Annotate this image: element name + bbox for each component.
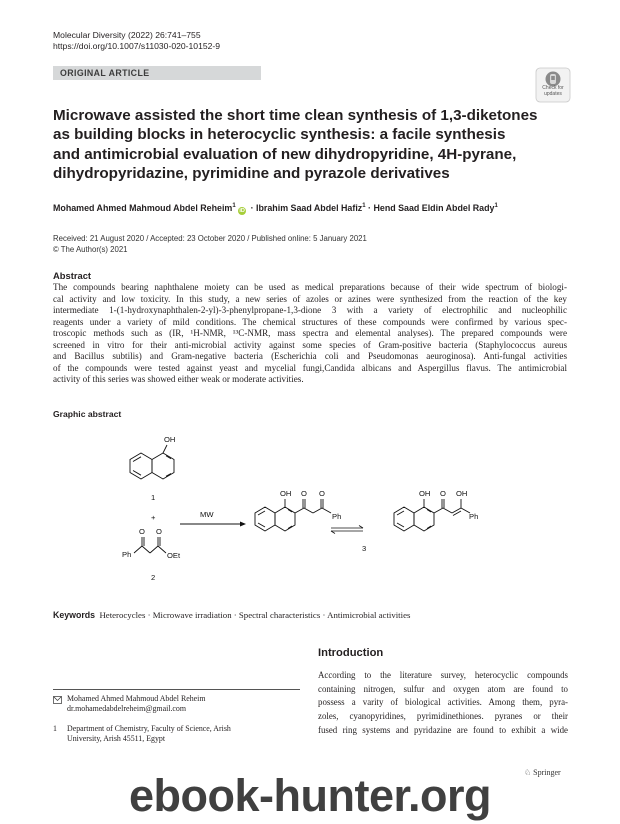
abstract-body bbox=[53, 282, 567, 386]
affiliation-line: University, Arish 45511, Egypt bbox=[67, 734, 166, 744]
abstract-line: reagents under a variety of mild conditions. The chemical structures of these compounds were confirmed by various spec- bbox=[53, 316, 567, 327]
corresponding-author-email[interactable]: dr.mohamedabdelreheim@gmail.com bbox=[67, 704, 187, 714]
reaction-arrowhead bbox=[240, 522, 246, 527]
watermark: ebook-hunter.org bbox=[129, 770, 491, 821]
publisher-name: Springer bbox=[533, 768, 561, 777]
envelope-icon bbox=[53, 696, 62, 704]
footnotes bbox=[53, 694, 303, 745]
hydroxyl-label-3-enol: OH bbox=[419, 489, 431, 498]
affiliation-marker: 1 bbox=[232, 203, 236, 210]
abstract-heading: Abstract bbox=[53, 270, 92, 281]
compound-label-1: 1 bbox=[151, 493, 156, 502]
keywords-label: Keywords bbox=[53, 610, 96, 620]
ethoxy-label: OEt bbox=[167, 551, 181, 560]
abstract-line: intermediate 1-(1-hydroxynaphthalen-2-yl)-3-phenylpropane-1,3-dione 3 with a variety of electrophilic and nucleophilic bbox=[53, 305, 567, 316]
doi-link[interactable]: https://doi.org/10.1007/s11030-020-10152-9 bbox=[53, 41, 221, 51]
author-name[interactable]: Mohamed Ahmed Mahmoud Abdel Reheim bbox=[53, 203, 233, 213]
oxygen-label: O bbox=[440, 489, 446, 498]
title-line: and antimicrobial evaluation of new dihydropyridine, 4H-pyrane, bbox=[53, 145, 517, 163]
ethyl-benzoylacetate-structure-2 bbox=[134, 537, 166, 553]
intro-line: containing nitrogen, sulfur and oxygen atom are found to bbox=[318, 683, 568, 694]
abstract-line: and Bacillus subtilis) and Gram-negative bacteria (Escherichia coli and Pseudomonas aeuroginosa). Anti-fungal activities bbox=[53, 351, 567, 362]
corresponding-author-note bbox=[53, 694, 303, 715]
keywords bbox=[53, 610, 410, 621]
abstract-line: of the compounds were tested against yeast and mycelial fungi,Candida albicans and Aspergillus flavus. The antimicrobial bbox=[53, 362, 567, 373]
abstract-line: screened in vitro for their anti-microbial activity against some species of Gram-positive bacteria (Staphylococcus aureus bbox=[53, 339, 567, 350]
plus-sign: + bbox=[151, 513, 156, 522]
oxygen-label: O bbox=[319, 489, 325, 498]
author-name[interactable]: Hend Saad Eldin Abdel Rady bbox=[373, 203, 495, 213]
article-type-label: ORIGINAL ARTICLE bbox=[60, 68, 150, 78]
footnote-divider bbox=[53, 689, 300, 690]
microwave-label: MW bbox=[200, 510, 214, 519]
corresponding-author-name: Mohamed Ahmed Mahmoud Abdel Reheim bbox=[67, 694, 206, 703]
compound-label-2: 2 bbox=[151, 573, 156, 582]
equilibrium-arrows bbox=[331, 526, 363, 534]
keywords-list: Heterocycles · Microwave irradiation · Spectral characteristics · Antimicrobial activities bbox=[99, 610, 411, 620]
abstract-line: cal activity and low toxicity. In this study, a new series of azoles or azines were synthesized from the reaction of the key bbox=[53, 293, 567, 304]
publication-dates bbox=[53, 234, 367, 255]
intro-line: possess a varity of biological activities. Among them, pyra- bbox=[318, 697, 568, 708]
abstract-line: The compounds bearing naphthalene moiety can be used as medical preparations because of their wide spectrum of biologi- bbox=[53, 282, 567, 292]
abstract-line: activity of this series was showed either weak or moderate activities. bbox=[53, 374, 304, 385]
intro-line: According to the literature survey, heterocyclic compounds bbox=[318, 670, 568, 680]
graphic-abstract-heading: Graphic abstract bbox=[53, 409, 122, 419]
intro-line: zoles, cyanopyridines, pyrimidinethiones. pyranes or their bbox=[318, 711, 568, 722]
phenyl-label: Ph bbox=[332, 512, 342, 521]
orcid-icon[interactable]: iD bbox=[239, 208, 245, 214]
journal-header bbox=[53, 30, 220, 52]
affiliation-marker: 1 bbox=[494, 203, 498, 210]
oxygen-label: O bbox=[156, 527, 162, 536]
springer-horse-icon: ♘ bbox=[524, 768, 532, 777]
graphic-abstract-scheme bbox=[110, 420, 550, 590]
author-separator: · bbox=[250, 203, 257, 213]
abstract-line: troscopic methods such as (IR, ¹H-NMR, ¹³C-NMR, mass spectra and elemental analyses). The prepared compounds were bbox=[53, 328, 567, 339]
affiliation-number: 1 bbox=[53, 723, 57, 733]
phenyl-label: Ph bbox=[469, 512, 479, 521]
naphthol-structure-1 bbox=[130, 445, 174, 479]
introduction-heading: Introduction bbox=[318, 647, 384, 659]
intro-line: fused ring systems and pyridazine are found to exhibit a wide bbox=[318, 724, 568, 735]
compound-3-enol-structure bbox=[394, 499, 470, 531]
author-name[interactable]: Ibrahim Saad Abdel Hafiz bbox=[256, 203, 363, 213]
history-dates: Received: 21 August 2020 / Accepted: 23 October 2020 / Published online: 5 January 2021 bbox=[53, 234, 367, 243]
title-line: Microwave assisted the short time clean synthesis of 1,3-diketones bbox=[53, 107, 538, 124]
compound-3-keto-structure bbox=[255, 499, 331, 531]
enol-hydroxyl-label: OH bbox=[456, 489, 468, 498]
oxygen-label: O bbox=[301, 489, 307, 498]
author-separator: · bbox=[365, 203, 374, 213]
copyright-line: © The Author(s) 2021 bbox=[53, 244, 128, 254]
introduction-body bbox=[318, 669, 568, 738]
compound-label-3: 3 bbox=[362, 544, 367, 553]
title-line: as building blocks in heterocyclic synthesis: a facile synthesis bbox=[53, 126, 506, 144]
affiliation-marker: 1 bbox=[362, 203, 366, 210]
hydroxyl-label-1: OH bbox=[164, 435, 176, 444]
check-updates-label: Check for updates bbox=[542, 85, 564, 97]
affiliation-note bbox=[53, 724, 303, 745]
journal-citation: Molecular Diversity (2022) 26:741–755 bbox=[53, 30, 201, 40]
affiliation-line: Department of Chemistry, Faculty of Science, Arish bbox=[67, 723, 231, 733]
phenyl-label: Ph bbox=[122, 550, 132, 559]
hydroxyl-label-3: OH bbox=[280, 489, 292, 498]
article-title bbox=[53, 106, 553, 184]
title-line: dihydropyridazine, pyrimidine and pyrazole derivatives bbox=[53, 165, 450, 183]
oxygen-label: O bbox=[139, 527, 145, 536]
author-list bbox=[53, 202, 573, 215]
